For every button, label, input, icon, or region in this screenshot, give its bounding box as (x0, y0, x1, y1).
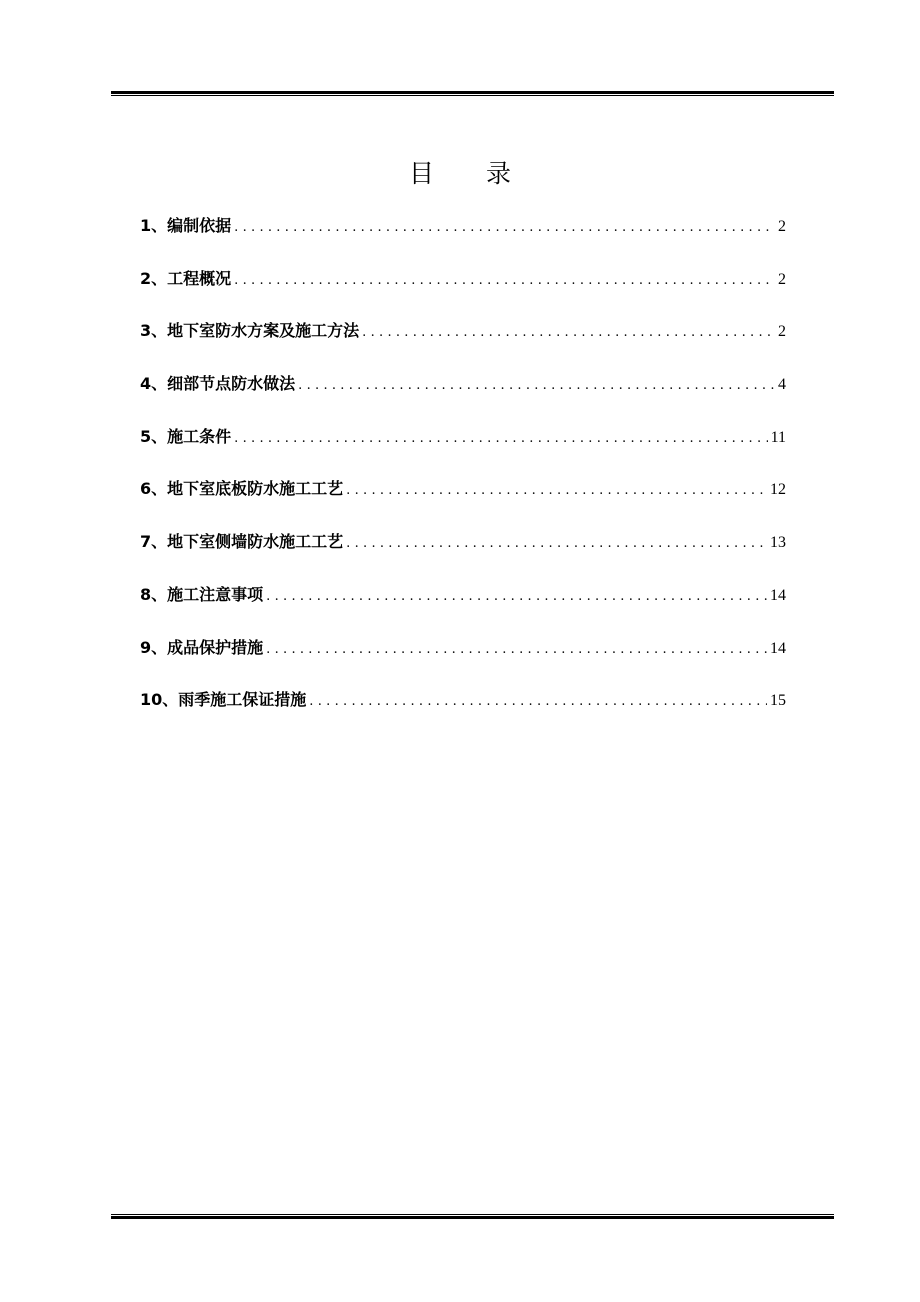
toc-entry-label: 1、编制依据 (140, 216, 232, 235)
toc-entry[interactable] (140, 529, 786, 582)
toc-leader-dots (234, 215, 775, 241)
toc-leader-dots (346, 531, 767, 557)
toc-page-number: 11 (770, 428, 786, 446)
toc-entry[interactable] (140, 582, 786, 635)
toc-leader-dots (298, 373, 775, 399)
toc-leader-dots (309, 689, 767, 715)
toc-entry-label: 5、施工条件 (140, 426, 232, 446)
toc-entry[interactable] (140, 371, 786, 424)
toc-entry-label: 8、施工注意事项 (140, 584, 264, 604)
toc-entry-label: 9、成品保护措施 (140, 637, 264, 657)
toc-leader-dots (362, 320, 775, 346)
toc-page-number: 13 (770, 534, 786, 552)
toc-entry[interactable] (140, 424, 786, 477)
toc-entry[interactable] (140, 213, 786, 266)
toc-entry-label: 4、细部节点防水做法 (140, 374, 296, 394)
toc-entry[interactable] (140, 266, 786, 319)
toc-page-number: 2 (778, 270, 786, 288)
toc-page-number: 15 (770, 692, 786, 710)
toc-entry-label: 3、地下室防水方案及施工方法 (140, 321, 360, 341)
toc-leader-dots (234, 426, 767, 452)
toc-leader-dots (346, 478, 767, 504)
toc-page-number: 2 (778, 218, 786, 235)
toc-page-number: 14 (770, 639, 786, 657)
toc-entry[interactable] (140, 635, 786, 688)
toc-page-number: 4 (778, 376, 786, 394)
toc-leader-dots (266, 584, 767, 610)
toc-page-number: 12 (770, 481, 786, 499)
table-of-contents (140, 213, 786, 740)
footer-rule (111, 1214, 834, 1219)
toc-leader-dots (234, 268, 775, 294)
toc-entry-label: 10、雨季施工保证措施 (140, 690, 307, 710)
toc-entry[interactable] (140, 318, 786, 371)
toc-page-number: 14 (770, 586, 786, 604)
toc-page-number: 2 (778, 323, 786, 341)
toc-entry[interactable] (140, 687, 786, 740)
toc-entry[interactable] (140, 476, 786, 529)
page-title: 目 录 (409, 159, 533, 188)
header-rule (111, 91, 834, 96)
toc-entry-label: 7、地下室侧墙防水施工工艺 (140, 532, 344, 552)
toc-entry-label: 2、工程概况 (140, 268, 232, 288)
toc-leader-dots (266, 637, 767, 663)
toc-entry-label: 6、地下室底板防水施工工艺 (140, 479, 344, 499)
